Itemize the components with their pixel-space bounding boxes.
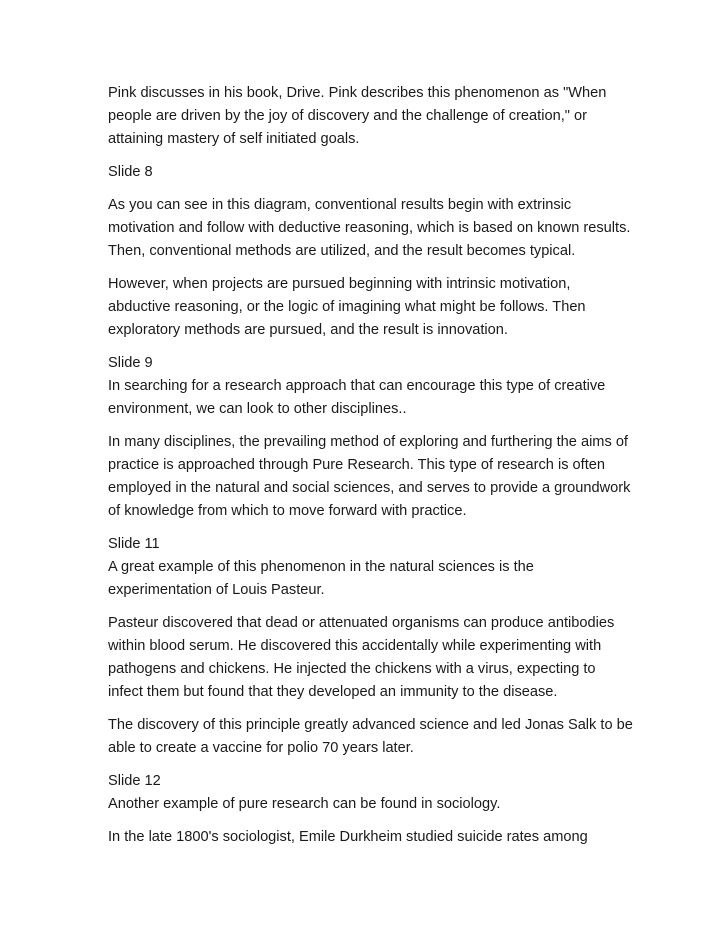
text-line: In many disciplines, the prevailing method of exploring and furthering the aims of <box>108 434 628 450</box>
text-line: As you can see in this diagram, conventional results begin with extrinsic <box>108 197 572 213</box>
paragraph <box>108 352 708 421</box>
text-line: A great example of this phenomenon in the natural sciences is the <box>108 559 534 575</box>
paragraph <box>108 194 708 263</box>
text-line: Another example of pure research can be found in sociology. <box>108 796 501 812</box>
text-line: of knowledge from which to move forward with practice. <box>108 503 467 519</box>
paragraph <box>108 770 708 816</box>
text-line: infect them but found that they developed an immunity to the disease. <box>108 684 558 700</box>
text-line: Pasteur discovered that dead or attenuated organisms can produce antibodies <box>108 615 615 631</box>
text-line: able to create a vaccine for polio 70 years later. <box>108 740 414 756</box>
text-line: experimentation of Louis Pasteur. <box>108 582 325 598</box>
text-line: However, when projects are pursued beginning with intrinsic motivation, <box>108 276 571 292</box>
paragraph <box>108 612 708 704</box>
paragraph <box>108 161 708 184</box>
text-line: practice is approached through Pure Research. This type of research is often <box>108 457 605 473</box>
paragraph <box>108 714 708 760</box>
paragraph <box>108 273 708 342</box>
document-page <box>108 82 708 859</box>
paragraph <box>108 826 708 849</box>
text-line: exploratory methods are pursued, and the result is innovation. <box>108 322 508 338</box>
text-line: employed in the natural and social sciences, and serves to provide a groundwork <box>108 480 631 496</box>
text-line: In searching for a research approach that can encourage this type of creative <box>108 378 606 394</box>
text-line: Pink discusses in his book, Drive. Pink describes this phenomenon as "When <box>108 85 607 101</box>
text-line: Slide 8 <box>108 164 153 180</box>
text-line: Slide 12 <box>108 773 161 789</box>
text-line: Then, conventional methods are utilized, and the result becomes typical. <box>108 243 576 259</box>
text-line: pathogens and chickens. He injected the chickens with a virus, expecting to <box>108 661 596 677</box>
text-line: people are driven by the joy of discovery and the challenge of creation," or <box>108 108 587 124</box>
text-line: attaining mastery of self initiated goals. <box>108 131 360 147</box>
text-line: abductive reasoning, or the logic of imagining what might be follows. Then <box>108 299 586 315</box>
paragraph <box>108 533 708 602</box>
paragraph <box>108 82 708 151</box>
text-line: The discovery of this principle greatly advanced science and led Jonas Salk to be <box>108 717 633 733</box>
text-line: motivation and follow with deductive reasoning, which is based on known results. <box>108 220 631 236</box>
paragraph <box>108 431 708 523</box>
text-line: within blood serum. He discovered this accidentally while experimenting with <box>108 638 602 654</box>
text-line: In the late 1800's sociologist, Emile Durkheim studied suicide rates among <box>108 829 588 845</box>
text-line: Slide 11 <box>108 536 160 552</box>
text-line: environment, we can look to other disciplines.. <box>108 401 407 417</box>
text-line: Slide 9 <box>108 355 153 371</box>
